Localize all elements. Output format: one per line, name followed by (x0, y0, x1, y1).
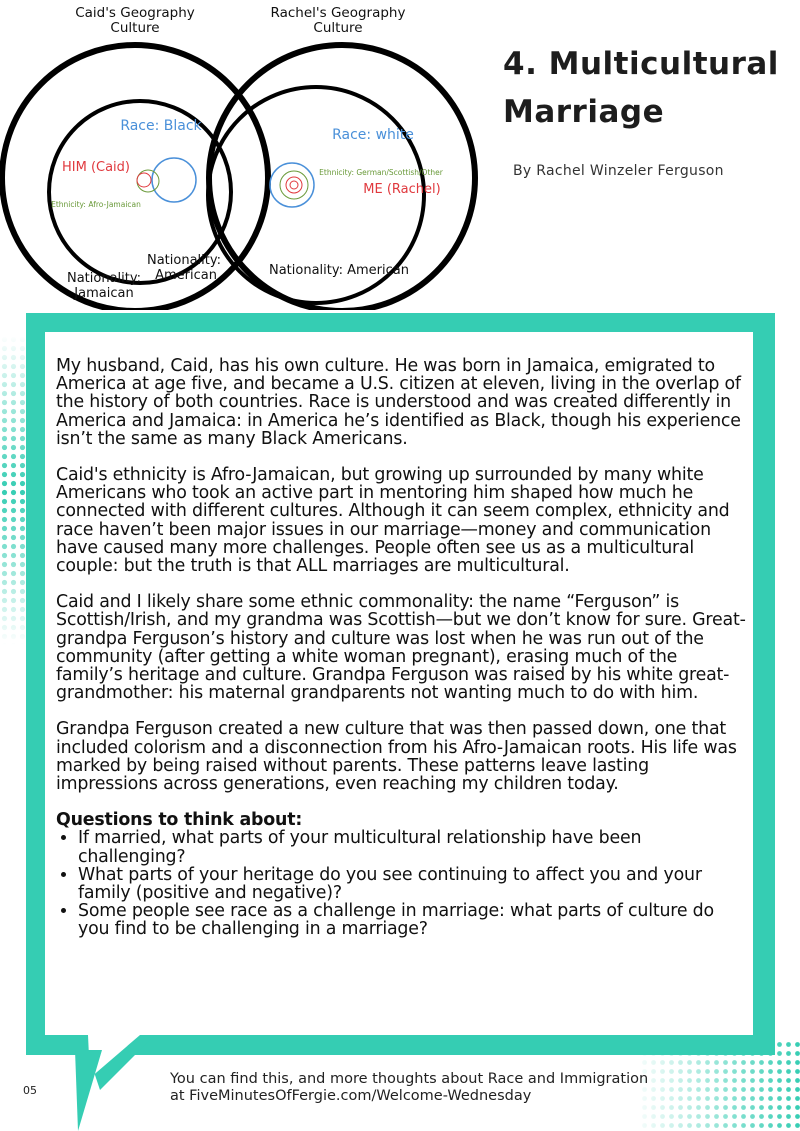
footer-line-1: You can find this, and more thoughts about Race and Immigration (170, 1071, 649, 1087)
title-line-2: Marriage (503, 94, 665, 130)
question-item: • What parts of your heritage do you see continuing to affect you and your family (positive and negative)? (78, 866, 746, 902)
paragraph-1: My husband, Caid, has his own culture. He was born in Jamaica, emigrated to America at age five, and became a U.S. citizen at eleven, living in the overlap of the history of both countries. Race is understood and was created differently in America and Jamaica: in America he’s identified as Black, though his experience isn’t the same as many Black Americans. (56, 356, 741, 449)
ethnicity-afro-circle (137, 170, 159, 192)
footer-note (170, 1071, 690, 1105)
nationality-american-inner-label-2: American (155, 268, 217, 283)
me-inner-circle (290, 181, 298, 189)
race-white-circle (270, 163, 314, 207)
ethnicity-afro-label: Ethnicity: Afro-Jamaican (51, 200, 141, 209)
paragraph-2: Caid's ethnicity is Afro-Jamaican, but growing up surrounded by many white Americans who took an active part in mentoring him shaped how much he connected with different cultures. Although it can seem complex, ethnicity and race haven’t been major issues in our marriage—money and communication have caused many more challenges. People often see us as a multicultural couple: but the truth is that ALL marriages are multicultural. (56, 465, 730, 577)
race-white-label: Race: white (332, 127, 414, 143)
ethnicity-other-label: Ethnicity: German/Scottish/Other (319, 168, 443, 177)
right-culture-label-2: Culture (313, 20, 363, 36)
page-title (503, 40, 793, 136)
ethnicity-other-circle (280, 171, 308, 199)
paragraph-4: Grandpa Ferguson created a new culture that was then passed down, one that included colorism and a disconnection from his Afro-Jamaican roots. His life was marked by being raised without parents. These patterns leave lasting impressions across generations, even reaching my children today. (56, 719, 737, 795)
questions-heading: Questions to think about: (56, 810, 303, 831)
me-circle (286, 177, 302, 193)
paragraph-3: Caid and I likely share some ethnic commonality: the name “Ferguson” is Scottish/Irish, and my grandma was Scottish—but we don’t know for sure. Great-grandpa Ferguson’s history and culture was lost when he was run out of the community (after getting a white woman pregnant), erasing much of the family’s heritage and culture. Grandpa Ferguson was raised by his white great-grandmother: his maternal grandparents not wanting much to do with him. (56, 592, 746, 704)
him-circle (137, 173, 151, 187)
question-item: • If married, what parts of your multicultural relationship have been challenging? (78, 829, 746, 865)
right-culture-label-1: Rachel's Geography (270, 5, 406, 21)
footer-line-2: at FiveMinutesOfFergie.com/Welcome-Wednesday (170, 1088, 532, 1104)
page-number: 05 (23, 1084, 37, 1097)
left-culture-label-2: Culture (110, 20, 160, 36)
me-label: ME (Rachel) (363, 182, 441, 197)
nationality-jamaican-label-1: Nationality: (66, 271, 142, 286)
title-line-1: 4. Multicultural (503, 46, 779, 82)
nationality-american-inner-label-1: Nationality: (146, 253, 222, 268)
race-black-label: Race: Black (120, 118, 202, 134)
left-culture-label-1: Caid's Geography (75, 5, 195, 21)
nationality-american-label: Nationality: American (268, 263, 410, 278)
speech-bubble-tail (60, 1030, 180, 1131)
article-body (56, 357, 746, 939)
culture-venn-diagram (0, 0, 490, 310)
questions-list (56, 829, 746, 938)
nationality-jamaican-label-2: Jamaican (74, 286, 134, 301)
him-label: HIM (Caid) (61, 160, 131, 175)
question-item: • Some people see race as a challenge in marriage: what parts of culture do you find to be challenging in a marriage? (78, 902, 746, 938)
author-byline: By Rachel Winzeler Ferguson (513, 163, 724, 179)
